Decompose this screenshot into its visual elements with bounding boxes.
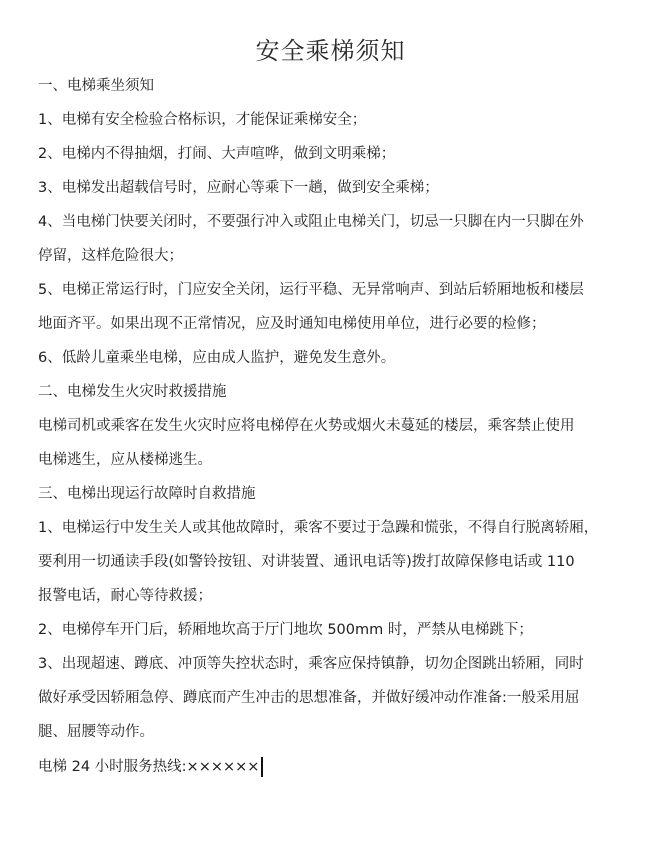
- spacer: [38, 572, 630, 586]
- spacer: [38, 334, 630, 348]
- section-3-item-1-line-2: 要利用一切通读手段(如警铃按钮、对讲装置、通讯电话等)拨打故障保修电话或 110: [38, 554, 575, 570]
- spacer: [38, 436, 630, 450]
- section-heading-2: 二、电梯发生火灾时救援措施: [38, 384, 227, 400]
- section-3-item-1-line-3: 报警电话，耐心等待救援；: [38, 588, 212, 604]
- section-1-item-4-line-1: 4、当电梯门快要关闭时，不要强行冲入或阻止电梯关门，切忌一只脚在内一只脚在外: [38, 214, 584, 230]
- section-3-item-2: 2、电梯停车开门后，轿厢地坎高于厅门地坎 500mm 时，严禁从电梯跳下；: [38, 622, 533, 638]
- section-2-paragraph-line-2: 电梯逃生，应从楼梯逃生。: [38, 452, 212, 468]
- service-hotline: [38, 757, 263, 777]
- section-1-item-5-line-2: 地面齐平。如果出现不正常情况，应及时通知电梯使用单位，进行必要的检修；: [38, 316, 546, 332]
- service-hotline-text: 电梯 24 小时服务热线:××××××: [38, 759, 260, 775]
- section-heading-3: 三、电梯出现运行故障时自救措施: [38, 486, 256, 502]
- section-1-item-3: 3、电梯发出超载信号时，应耐心等乘下一趟，做到安全乘梯；: [38, 180, 439, 196]
- section-1-item-6: 6、低龄儿童乘坐电梯，应由成人监护，避免发生意外。: [38, 350, 396, 366]
- spacer: [38, 402, 630, 416]
- section-1-item-4-line-2: 停留，这样危险很大；: [38, 248, 183, 264]
- document-title: 安全乘梯须知: [255, 37, 406, 65]
- spacer: [38, 504, 630, 518]
- spacer: [38, 232, 630, 246]
- spacer: [38, 470, 630, 484]
- spacer: [38, 742, 630, 756]
- document-content: [38, 76, 630, 777]
- spacer: [38, 368, 630, 382]
- spacer: [38, 96, 630, 110]
- spacer: [38, 674, 630, 688]
- spacer: [38, 708, 630, 722]
- section-3-item-3-line-2: 做好承受因轿厢急停、蹲底而产生冲击的思想准备，并做好缓冲动作准备:一般采用屈: [38, 690, 580, 706]
- section-3-item-3-line-1: 3、出现超速、蹲底、冲顶等失控状态时，乘客应保持镇静，切勿企图跳出轿厢，同时: [38, 656, 584, 672]
- section-1-item-5-line-1: 5、电梯正常运行时，门应安全关闭，运行平稳、无异常响声、到站后轿厢地板和楼层: [38, 282, 584, 298]
- section-3-item-3-line-3: 腿、屈腰等动作。: [38, 724, 154, 740]
- section-1-item-2: 2、电梯内不得抽烟，打闹、大声喧哗，做到文明乘梯；: [38, 146, 396, 162]
- section-1-item-1: 1、电梯有安全检验合格标识，才能保证乘梯安全；: [38, 112, 367, 128]
- text-cursor: [261, 757, 263, 777]
- spacer: [38, 130, 630, 144]
- spacer: [38, 300, 630, 314]
- spacer: [38, 266, 630, 280]
- spacer: [38, 640, 630, 654]
- spacer: [38, 538, 630, 552]
- spacer: [38, 198, 630, 212]
- section-3-item-1-line-1: 1、电梯运行中发生关人或其他故障时，乘客不要过于急躁和慌张，不得自行脱离轿厢，: [38, 520, 599, 536]
- section-heading-1: 一、电梯乘坐须知: [38, 78, 154, 94]
- spacer: [38, 606, 630, 620]
- section-2-paragraph-line-1: 电梯司机或乘客在发生火灾时应将电梯停在火势或烟火未蔓延的楼层，乘客禁止使用: [38, 418, 575, 434]
- spacer: [38, 164, 630, 178]
